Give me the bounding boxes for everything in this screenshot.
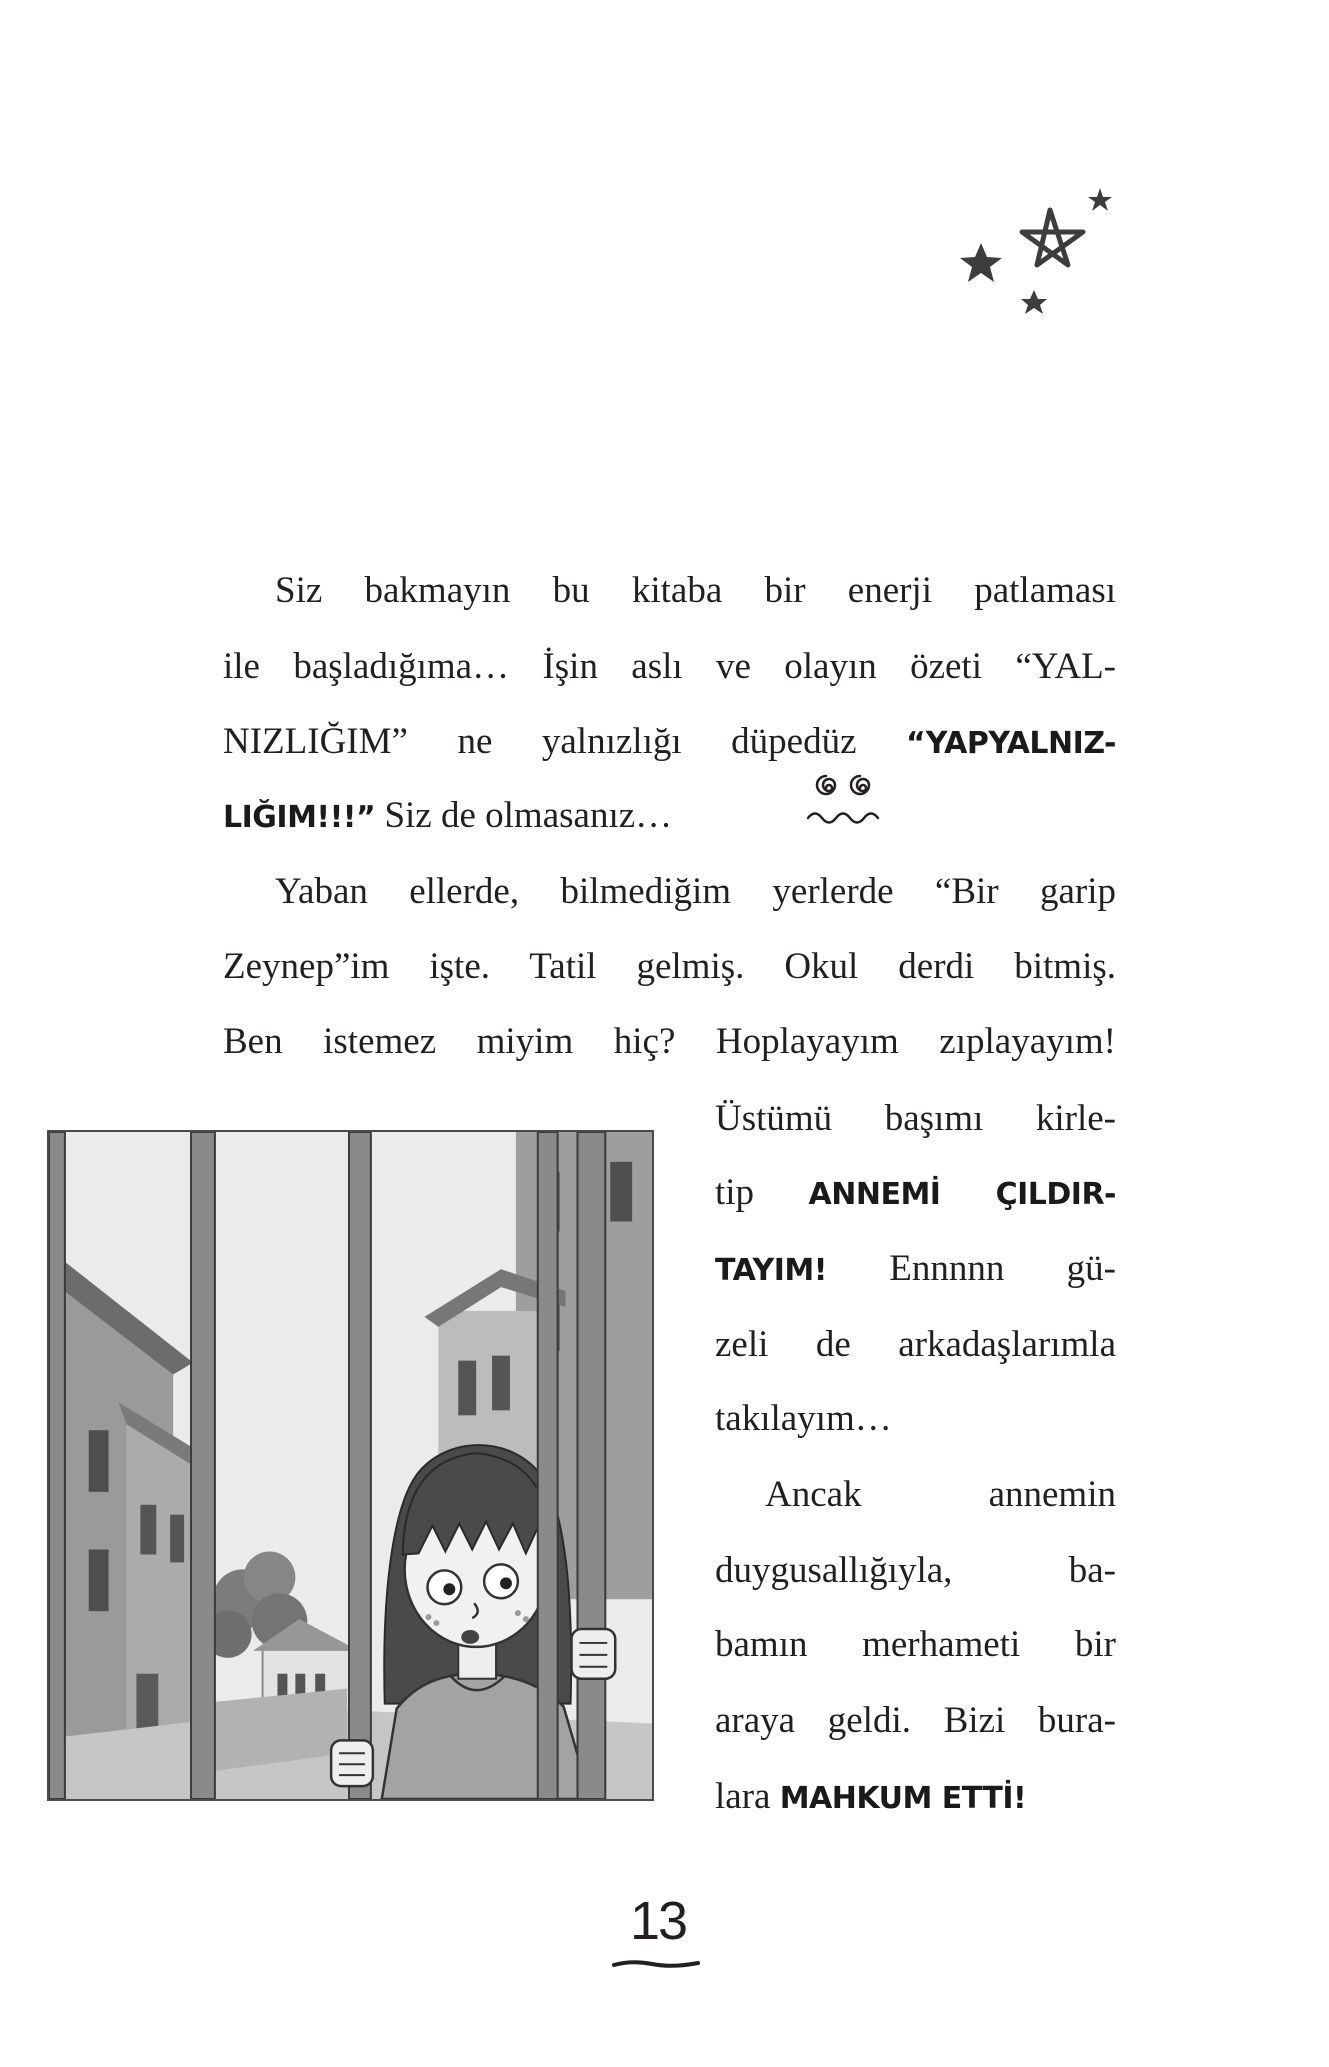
window: [277, 1674, 287, 1698]
stars-doodle-icon: [950, 180, 1125, 330]
line-text: Ben istemez miyim hiç? Hoplayayım zıplayayım!: [223, 1021, 1116, 1062]
line-text: duygusallığıyla, ba-: [715, 1550, 1116, 1591]
window: [89, 1430, 109, 1492]
line-text: ile başladığıma… İşin aslı ve olayın özeti “YAL-: [223, 646, 1116, 687]
line-text: Zeynep”im işte. Tatil gelmiş. Okul derdi bitmiş.: [223, 946, 1116, 987]
line-text: tip: [715, 1172, 809, 1213]
paragraph-line: [223, 704, 1116, 780]
line-text: bamın merhameti bir: [715, 1624, 1116, 1665]
line-text: Ancak annemin: [765, 1474, 1116, 1515]
paragraph-line: [715, 1307, 1116, 1383]
paragraph-line: [223, 629, 1116, 705]
paragraph-line: [715, 1533, 1116, 1609]
bar: [538, 1132, 558, 1799]
wavy-mouth-icon: [808, 814, 878, 823]
line-text: NIZLIĞIM” ne yalnızlığı düpedüz: [223, 721, 907, 762]
spiral-eye-icon: [817, 776, 835, 794]
paragraph-line: [715, 1231, 1116, 1307]
outline-star-icon: [1022, 210, 1083, 265]
window: [458, 1361, 476, 1416]
paragraph-line: [275, 553, 1116, 629]
bar: [349, 1132, 371, 1799]
freckle: [433, 1620, 439, 1626]
page-number: 13: [629, 1891, 687, 1951]
girl-pupil: [500, 1577, 512, 1589]
paragraph-line: [715, 1759, 1116, 1835]
paragraph-line: [715, 1155, 1116, 1231]
line-text: Yaban ellerde, bilmediğim yerlerde “Bir garip: [275, 871, 1116, 912]
line-text: zeli de arkadaşlarımla: [715, 1324, 1116, 1365]
line-text: Ennnnn gü-: [826, 1248, 1116, 1289]
paragraph-line: [765, 1457, 1116, 1533]
emphasis-text: ANNEMİ ÇILDIR-: [808, 1177, 1117, 1212]
freckle: [515, 1610, 521, 1616]
window: [170, 1515, 184, 1563]
small-star-icon: [1088, 188, 1112, 211]
emphasis-text: LIĞIM!!!”: [223, 800, 376, 835]
line-text: Üstümü başımı kirle-: [715, 1098, 1116, 1139]
bar: [49, 1132, 65, 1799]
girl-pupil: [443, 1583, 455, 1595]
paragraph-line: [715, 1607, 1116, 1683]
line-text: takılayım…: [715, 1398, 892, 1439]
window: [492, 1356, 510, 1411]
window: [140, 1505, 156, 1555]
emphasis-text: MAHKUM ETTİ!: [779, 1781, 1027, 1816]
line-text: araya geldi. Bizi bura-: [715, 1700, 1116, 1741]
window: [610, 1162, 632, 1222]
spiral-eye-icon: [851, 776, 869, 794]
emphasis-text: TAYIM!: [715, 1253, 827, 1288]
girl-mouth: [461, 1630, 479, 1644]
line-text: lara: [715, 1776, 780, 1817]
paragraph-line: [715, 1081, 1116, 1157]
paragraph-line: [275, 854, 1116, 930]
page-number-underline-icon: [612, 1956, 702, 1972]
line-text: Siz de olmasanız…: [375, 795, 673, 836]
paragraph-line: [223, 778, 1116, 854]
illustration-art: [49, 1132, 652, 1799]
paragraph-line: [223, 929, 1116, 1005]
paragraph-line: [715, 1683, 1116, 1759]
filled-star-icon: [960, 243, 1002, 282]
emphasis-text: “YAPYALNIZ-: [906, 726, 1116, 761]
paragraph-line: [715, 1381, 1116, 1457]
line-text: Siz bakmayın bu kitaba bir enerji patlaması: [275, 570, 1116, 611]
dizzy-face-doodle-icon: [802, 772, 888, 832]
freckle: [523, 1616, 529, 1622]
window: [89, 1549, 109, 1611]
illustration-girl-behind-bars: [47, 1130, 654, 1801]
paragraph-line: [223, 1004, 1116, 1080]
underline-stroke: [614, 1962, 698, 1966]
bar: [577, 1132, 605, 1799]
freckle: [426, 1614, 432, 1620]
bar: [191, 1132, 215, 1799]
small-star-icon: [1021, 290, 1047, 314]
